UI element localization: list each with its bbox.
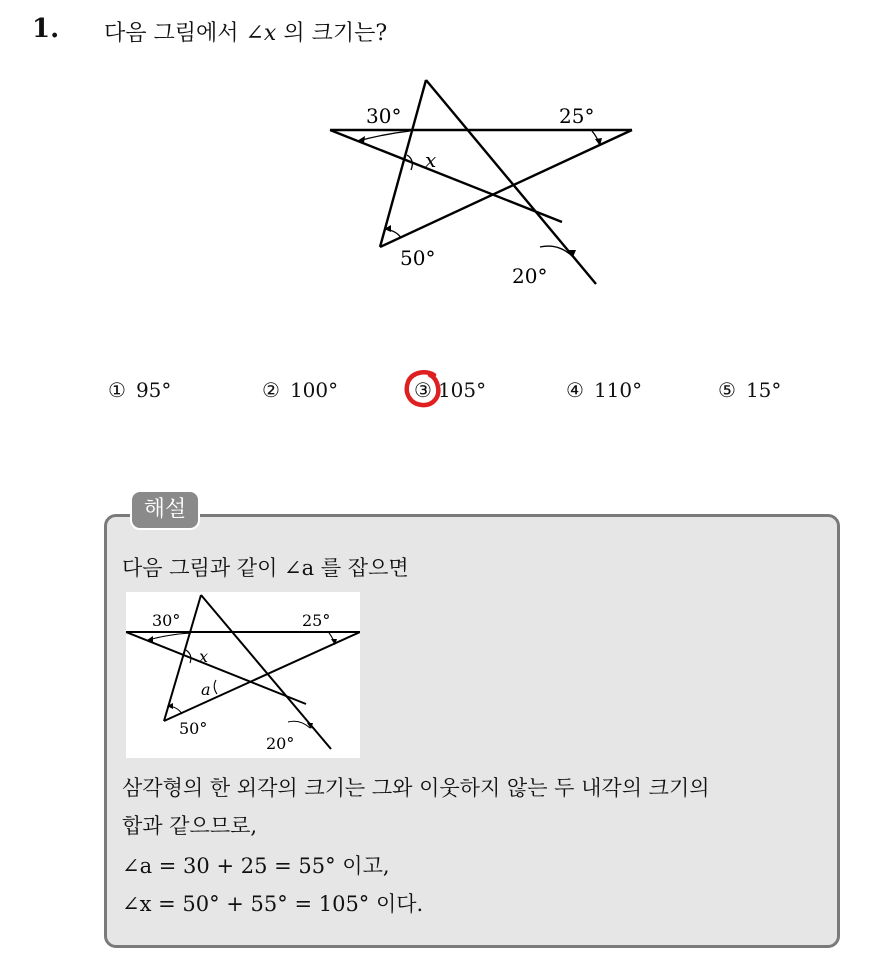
sol-label-30: 30°: [152, 611, 181, 630]
solution-line-5: ∠x = 50° + 55° = 105° 이다.: [122, 892, 424, 916]
solution-line-2: 삼각형의 한 외각의 크기는 그와 이웃하지 않는 두 내각의 크기의: [122, 776, 710, 800]
choice-4[interactable]: [566, 378, 642, 402]
sol-line-bottom-right: [164, 632, 360, 721]
solution-line-4: ∠a = 30 + 25 = 55° 이고,: [122, 854, 390, 878]
label-20: 20°: [512, 264, 548, 288]
star-line-bottom-right: [380, 130, 632, 247]
solution-line-3: 합과 같으므로,: [122, 814, 258, 838]
arc-30: [358, 131, 410, 141]
choice-2[interactable]: [262, 378, 338, 402]
label-25: 25°: [559, 104, 595, 128]
question-text-after: 의 크기는?: [276, 21, 388, 46]
choice-5-value: 15°: [745, 378, 782, 402]
selected-answer-mark: [403, 369, 443, 409]
choice-2-number: ②: [262, 378, 280, 402]
choice-2-value: 100°: [289, 378, 339, 402]
sol-label-25: 25°: [302, 611, 331, 630]
label-30: 30°: [366, 104, 402, 128]
choice-1-number: ①: [108, 378, 126, 402]
sol-label-20: 20°: [266, 734, 295, 753]
sol-arc-20: [288, 721, 310, 728]
choice-4-value: 110°: [593, 378, 643, 402]
choice-1[interactable]: [108, 378, 171, 402]
solution-tab: 해설: [130, 490, 200, 530]
label-x: x: [425, 148, 437, 172]
sol-arc-30: [148, 633, 191, 640]
choice-5-number: ⑤: [718, 378, 736, 402]
question-number: 1.: [32, 14, 60, 44]
solution-line-1: 다음 그림과 같이 ∠a 를 잡으면: [122, 556, 409, 580]
question-text: [104, 16, 387, 47]
label-50: 50°: [400, 246, 436, 270]
sol-label-a: a: [201, 680, 211, 699]
sol-label-50: 50°: [179, 719, 208, 738]
choice-3-number: ③: [414, 378, 432, 402]
star-figure: [320, 70, 650, 295]
sol-arc-a: [214, 680, 217, 694]
choice-4-number: ④: [566, 378, 584, 402]
sol-label-x: x: [199, 647, 209, 666]
question-text-before: 다음 그림에서: [104, 21, 246, 46]
choice-1-value: 95°: [135, 378, 172, 402]
question-angle-x: ∠x: [245, 21, 277, 46]
choice-3-value: 105°: [437, 378, 487, 402]
star-line-left-down: [330, 130, 562, 222]
solution-star-figure: [126, 592, 360, 758]
choice-5[interactable]: [718, 378, 781, 402]
